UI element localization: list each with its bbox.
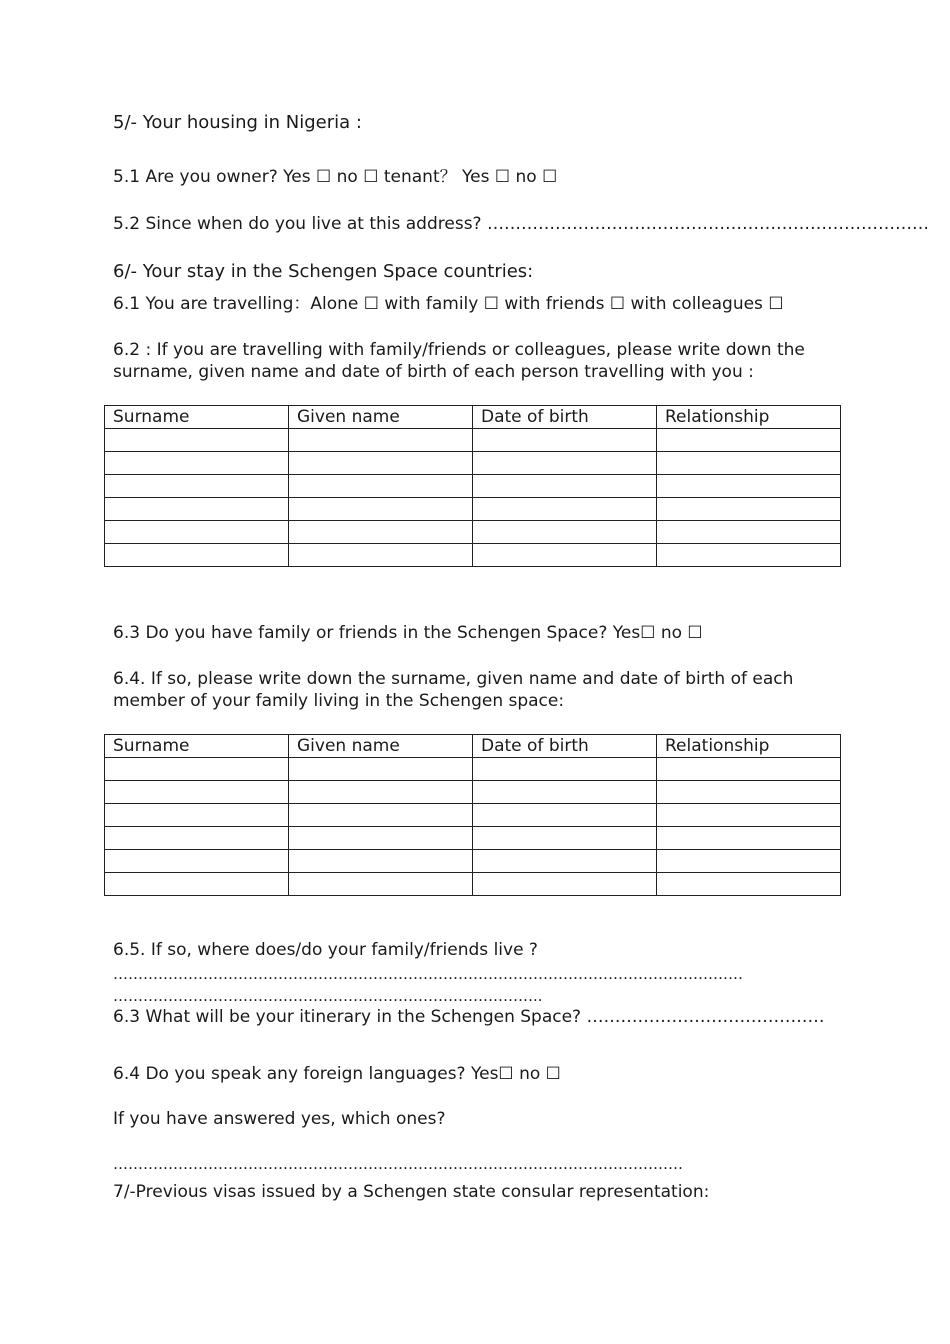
table-cell[interactable] (289, 475, 473, 498)
table-row (105, 498, 841, 521)
table-cell[interactable] (473, 498, 657, 521)
table-header-row (105, 735, 841, 758)
table-cell[interactable] (289, 452, 473, 475)
table-row (105, 429, 841, 452)
question-6-2: 6.2 : If you are travelling with family/friends or colleagues, please write down the surname, given name and date of birth of each person travelling with you : (113, 340, 805, 382)
table-cell[interactable] (289, 544, 473, 567)
table-header-row (105, 406, 841, 429)
table-cell[interactable] (657, 758, 841, 781)
table-cell[interactable] (105, 804, 289, 827)
question-6-3: 6.3 Do you have family or friends in the Schengen Space? Yes☐ no ☐ (113, 623, 703, 643)
table-cell[interactable] (289, 429, 473, 452)
table-cell[interactable] (289, 781, 473, 804)
answer-itinerary-dotted-field[interactable]: …………………………………… (586, 1007, 825, 1027)
col-surname: Surname (105, 406, 289, 429)
table-cell[interactable] (657, 475, 841, 498)
table-cell[interactable] (289, 804, 473, 827)
family-in-schengen-table (104, 734, 841, 896)
table-cell[interactable] (473, 452, 657, 475)
table-row (105, 781, 841, 804)
table-cell[interactable] (657, 429, 841, 452)
table-cell[interactable] (657, 544, 841, 567)
table-cell[interactable] (105, 521, 289, 544)
table-cell[interactable] (657, 781, 841, 804)
table-cell[interactable] (289, 758, 473, 781)
table-cell[interactable] (105, 850, 289, 873)
table-cell[interactable] (105, 452, 289, 475)
col-relationship: Relationship (657, 735, 841, 758)
answer-6-5-dotted-line-2[interactable]: ………………………………………………………………………….. (113, 987, 543, 1005)
table-cell[interactable] (473, 850, 657, 873)
table-cell[interactable] (289, 850, 473, 873)
col-given-name: Given name (289, 406, 473, 429)
answer-languages-dotted-line[interactable]: …………………………………………………………………………………………………… (113, 1155, 683, 1173)
table-cell[interactable] (105, 873, 289, 896)
answer-6-5-dotted-line-1[interactable]: ……………………………………………………………………………………………………………… (113, 965, 743, 983)
question-5-1: 5.1 Are you owner? Yes ☐ no ☐ tenant？ Yes ☐ no ☐ (113, 167, 558, 187)
question-5-2-label: 5.2 Since when do you live at this address? (113, 214, 482, 234)
table-cell[interactable] (657, 804, 841, 827)
table-cell[interactable] (657, 521, 841, 544)
table-row (105, 804, 841, 827)
table-cell[interactable] (289, 498, 473, 521)
table-cell[interactable] (473, 429, 657, 452)
table-row (105, 544, 841, 567)
section-6-heading: 6/- Your stay in the Schengen Space countries: (113, 261, 534, 282)
table-cell[interactable] (289, 521, 473, 544)
question-6-1: 6.1 You are travelling：Alone ☐ with family ☐ with friends ☐ with colleagues ☐ (113, 294, 784, 314)
table-cell[interactable] (473, 475, 657, 498)
table-cell[interactable] (657, 827, 841, 850)
table-cell[interactable] (289, 827, 473, 850)
table-row (105, 850, 841, 873)
section-5-heading: 5/- Your housing in Nigeria : (113, 112, 362, 133)
question-6-4: 6.4. If so, please write down the surname, given name and date of birth of each member of your family living in the Schengen space: (113, 669, 794, 711)
question-6-3-itinerary (113, 1006, 825, 1028)
question-6-4-languages: 6.4 Do you speak any foreign languages? Yes☐ no ☐ (113, 1064, 561, 1084)
table-cell[interactable] (473, 781, 657, 804)
table-row (105, 452, 841, 475)
table-row (105, 873, 841, 896)
table-cell[interactable] (105, 758, 289, 781)
table-cell[interactable] (105, 781, 289, 804)
col-date-of-birth: Date of birth (473, 735, 657, 758)
table-cell[interactable] (105, 429, 289, 452)
question-itinerary-label: 6.3 What will be your itinerary in the Schengen Space? (113, 1007, 582, 1027)
table-cell[interactable] (473, 521, 657, 544)
languages-followup: If you have answered yes, which ones? (113, 1109, 446, 1129)
col-surname: Surname (105, 735, 289, 758)
table-cell[interactable] (657, 850, 841, 873)
col-date-of-birth: Date of birth (473, 406, 657, 429)
table-row (105, 827, 841, 850)
table-cell[interactable] (105, 498, 289, 521)
table-cell[interactable] (105, 475, 289, 498)
table-cell[interactable] (657, 498, 841, 521)
section-7-heading: 7/-Previous visas issued by a Schengen state consular representation: (113, 1182, 710, 1202)
question-6-5: 6.5. If so, where does/do your family/friends live ? (113, 940, 538, 960)
table-cell[interactable] (473, 873, 657, 896)
table-cell[interactable] (473, 758, 657, 781)
table-cell[interactable] (105, 544, 289, 567)
table-cell[interactable] (473, 827, 657, 850)
table-row (105, 521, 841, 544)
question-5-2 (113, 213, 929, 235)
table-cell[interactable] (105, 827, 289, 850)
col-given-name: Given name (289, 735, 473, 758)
table-row (105, 475, 841, 498)
travel-companions-table (104, 405, 841, 567)
table-cell[interactable] (657, 873, 841, 896)
table-cell[interactable] (473, 544, 657, 567)
table-cell[interactable] (473, 804, 657, 827)
col-relationship: Relationship (657, 406, 841, 429)
table-cell[interactable] (289, 873, 473, 896)
table-row (105, 758, 841, 781)
table-cell[interactable] (657, 452, 841, 475)
answer-5-2-dotted-field[interactable]: …………………………………………………………………… (487, 214, 929, 234)
